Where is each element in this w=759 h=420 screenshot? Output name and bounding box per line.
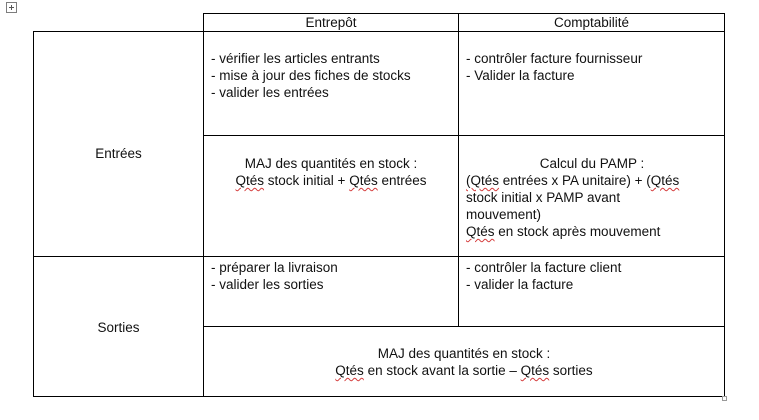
maj-formula: Qtés en stock avant la sortie – Qtés sorties	[335, 363, 593, 378]
task-item: - valider la facture	[466, 277, 574, 292]
task-item: - contrôler facture fournisseur	[466, 51, 643, 66]
entrees-entrepot-maj	[204, 155, 458, 189]
task-item: - Valider la facture	[466, 68, 575, 83]
entrees-compta-tasks	[466, 50, 642, 84]
task-item: - préparer la livraison	[211, 260, 338, 275]
pamp-line: Qtés en stock après mouvement	[466, 224, 661, 239]
task-item: - vérifier les articles entrants	[211, 51, 380, 66]
row-divider-entrees-sub	[203, 135, 725, 136]
column-divider-entrees	[458, 31, 459, 256]
maj-title: MAJ des quantités en stock :	[244, 156, 418, 171]
pamp-title: Calcul du PAMP :	[539, 156, 645, 171]
header-entrepot: Entrepôt	[305, 15, 357, 30]
pamp-line: (Qtés entrées x PA unitaire) + (Qtés	[466, 173, 680, 188]
header-comptabilite: Comptabilité	[553, 15, 630, 30]
entrees-entrepot-tasks	[211, 50, 411, 101]
table-move-handle[interactable]	[6, 2, 17, 13]
column-divider-label	[203, 31, 204, 397]
sorties-maj	[204, 345, 724, 379]
row-label-entrees: Entrées	[95, 146, 142, 161]
row-divider-sorties	[33, 256, 725, 257]
row-divider-sorties-sub	[203, 326, 725, 327]
column-divider-sorties	[458, 256, 459, 327]
sorties-compta-tasks	[466, 259, 621, 293]
task-item: - valider les sorties	[211, 277, 324, 292]
pamp-line: stock initial x PAMP avant	[466, 190, 621, 205]
table-resize-handle[interactable]	[722, 396, 727, 401]
task-item: - mise à jour des fiches de stocks	[211, 68, 411, 83]
maj-formula: Qtés stock initial + Qtés entrées	[235, 173, 427, 188]
task-item: - contrôler la facture client	[466, 260, 622, 275]
maj-title: MAJ des quantités en stock :	[377, 346, 551, 361]
row-label-sorties: Sorties	[97, 320, 140, 335]
task-item: - valider les entrées	[211, 85, 329, 100]
pamp-line: mouvement)	[466, 207, 542, 222]
sorties-entrepot-tasks	[211, 259, 338, 293]
entrees-compta-pamp	[466, 155, 718, 240]
